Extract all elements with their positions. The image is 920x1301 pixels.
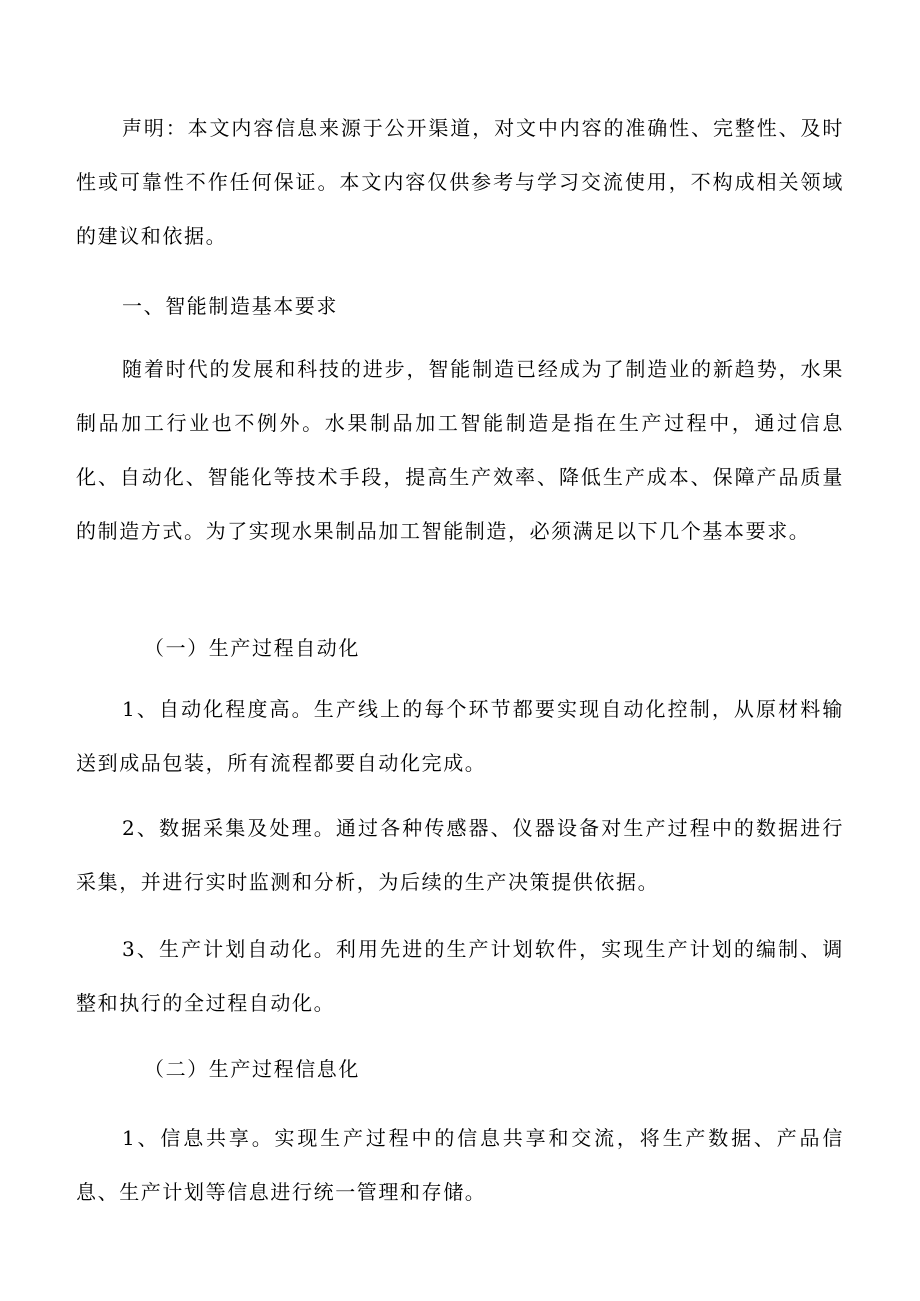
list-item-production-planning: 3、生产计划自动化。利用先进的生产计划软件，实现生产计划的编制、调整和执行的全过程自动化。 bbox=[76, 937, 844, 1015]
list-item-information-sharing: 1、信息共享。实现生产过程中的信息共享和交流，将生产数据、产品信息、生产计划等信息进行统一管理和存储。 bbox=[76, 1126, 844, 1204]
list-item-automation-degree: 1、自动化程度高。生产线上的每个环节都要实现自动化控制，从原材料输送到成品包装，所有流程都要自动化完成。 bbox=[76, 697, 844, 775]
section-heading-smart-manufacturing-requirements: 一、智能制造基本要求 bbox=[122, 294, 338, 318]
list-item-data-collection: 2、数据采集及处理。通过各种传感器、仪器设备对生产过程中的数据进行采集，并进行实时监测和分析，为后续的生产决策提供依据。 bbox=[76, 816, 844, 894]
subsection-heading-informatization: （二）生产过程信息化 bbox=[144, 1057, 360, 1081]
section-intro-paragraph: 随着时代的发展和科技的进步，智能制造已经成为了制造业的新趋势，水果制品加工行业也不例外。水果制品加工智能制造是指在生产过程中，通过信息化、自动化、智能化等技术手段，提高生产效率、降低生产成本、保障产品质量的制造方式。为了实现水果制品加工智能制造，必须满足以下几个基本要求。 bbox=[76, 357, 844, 543]
disclaimer-paragraph: 声明：本文内容信息来源于公开渠道，对文中内容的准确性、完整性、及时性或可靠性不作任何保证。本文内容仅供参考与学习交流使用，不构成相关领域的建议和依据。 bbox=[76, 116, 844, 248]
subsection-heading-automation: （一）生产过程自动化 bbox=[144, 636, 360, 660]
